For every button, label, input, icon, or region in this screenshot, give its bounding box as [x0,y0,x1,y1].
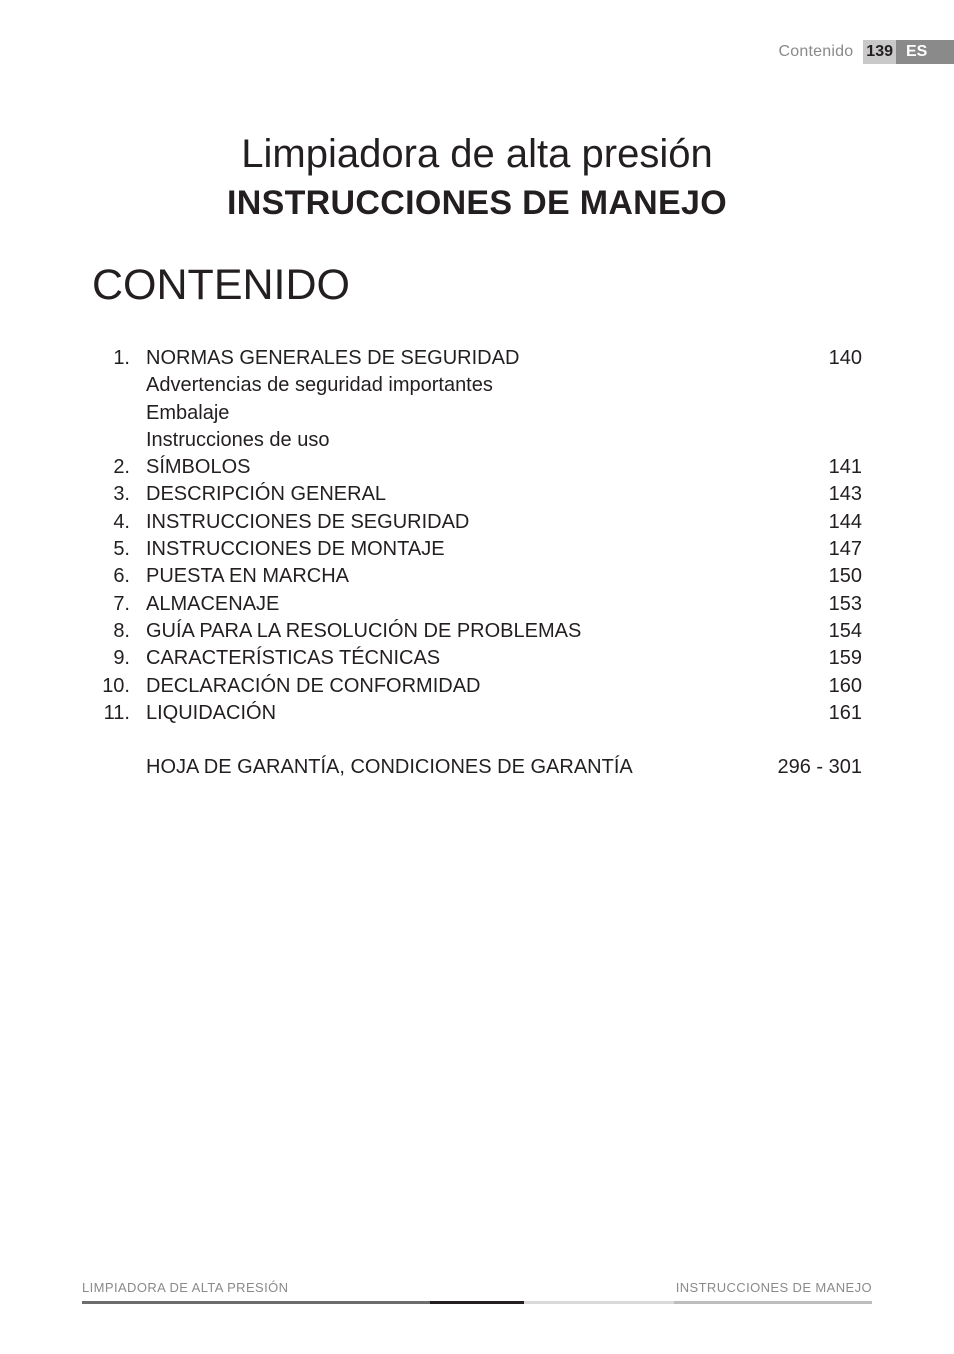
toc-number: 3. [113,483,130,506]
toc-page: 144 [828,510,862,533]
toc-page: 143 [828,483,862,506]
page-header [779,40,954,64]
toc-row[interactable] [90,454,862,481]
toc-page [742,400,862,427]
toc-row[interactable] [90,372,862,399]
toc-number: 4. [113,510,130,533]
toc-label: INSTRUCCIONES DE MONTAJE [146,538,445,561]
toc-number: 7. [113,592,130,615]
toc-page: 154 [828,619,862,642]
toc-label: DECLARACIÓN DE CONFORMIDAD [146,674,481,697]
toc-row[interactable] [90,427,862,454]
toc-number [90,754,130,781]
footer-rule-light [524,1301,674,1304]
header-section-label: Contenido [778,43,854,60]
document-title: Limpiadora de alta presión [241,132,713,176]
toc-number: 11. [103,701,130,724]
toc-row[interactable] [90,673,862,700]
footer-rule-mid [82,1301,430,1304]
toc-number: 1. [113,347,130,369]
toc-row[interactable] [90,345,862,372]
toc-label: CARACTERÍSTICAS TÉCNICAS [146,647,441,670]
toc-page: 147 [828,538,862,561]
toc-page: 141 [828,456,862,479]
toc-number [90,400,130,427]
toc-label: ALMACENAJE [146,592,280,615]
toc-label: Instrucciones de uso [146,428,330,451]
toc-row[interactable] [90,563,862,590]
footer-rule-dark [430,1301,524,1304]
toc-number [90,427,130,454]
toc-number: 6. [113,565,130,588]
document-subtitle: INSTRUCCIONES DE MANEJO [227,184,727,222]
toc-label: PUESTA EN MARCHA [146,565,349,588]
toc-label: INSTRUCCIONES DE SEGURIDAD [146,510,470,533]
table-of-contents [90,345,862,781]
toc-page: 140 [828,347,862,369]
footer-left-text: LIMPIADORA DE ALTA PRESIÓN [82,1280,289,1295]
toc-label: NORMAS GENERALES DE SEGURIDAD [146,347,520,369]
toc-label: DESCRIPCIÓN GENERAL [146,483,387,506]
toc-row[interactable] [90,591,862,618]
toc-label: Advertencias de seguridad importantes [146,374,493,397]
toc-page [742,372,862,399]
footer-right-text: INSTRUCCIONES DE MANEJO [675,1280,872,1295]
toc-page: 153 [828,592,862,615]
toc-number: 10. [102,674,130,697]
header-language-tab: ES [896,40,954,64]
toc-label: LIQUIDACIÓN [146,701,277,724]
toc-number [90,372,130,399]
toc-page: 161 [828,701,862,724]
toc-row-warranty[interactable] [90,754,862,781]
warranty-pages: 296 - 301 [777,756,862,779]
toc-label: Embalaje [146,401,230,424]
toc-row[interactable] [90,700,862,727]
header-page-number: 139 [863,40,896,64]
footer-rule-right [674,1301,872,1304]
toc-page: 160 [828,674,862,697]
toc-row[interactable] [90,509,862,536]
toc-label: GUÍA PARA LA RESOLUCIÓN DE PROBLEMAS [146,619,582,642]
toc-label: SÍMBOLOS [146,456,251,479]
toc-number: 5. [113,538,130,561]
warranty-label: HOJA DE GARANTÍA, CONDICIONES DE GARANTÍA [146,756,633,779]
toc-page [742,427,862,454]
toc-row[interactable] [90,481,862,508]
toc-row[interactable] [90,645,862,672]
contents-heading: CONTENIDO [92,261,350,309]
toc-spacer [90,727,862,754]
toc-row[interactable] [90,536,862,563]
toc-row[interactable] [90,400,862,427]
toc-number: 8. [113,619,130,642]
toc-row[interactable] [90,618,862,645]
toc-page: 150 [828,565,862,588]
toc-page: 159 [828,647,862,670]
toc-number: 2. [113,456,130,479]
toc-number: 9. [113,647,130,670]
